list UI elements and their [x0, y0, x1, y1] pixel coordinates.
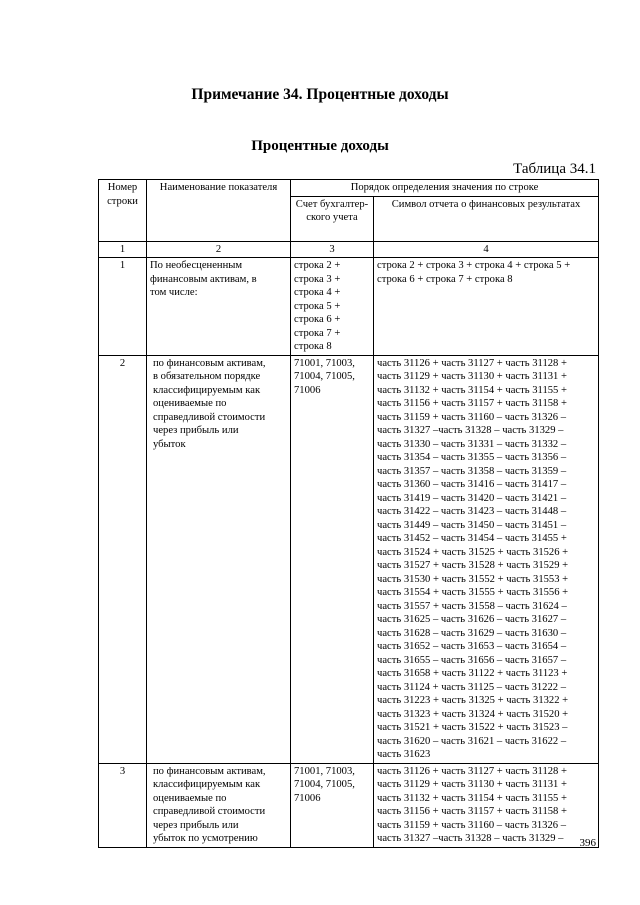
- cell-line: часть 31422 – часть 31423 – часть 31448 –: [377, 506, 567, 517]
- cell-line: часть 31652 – часть 31653 – часть 31654 –: [377, 641, 567, 652]
- cell-line: часть 31623: [377, 749, 431, 760]
- account-cell: [291, 763, 374, 847]
- cell-line: через прибыль или: [153, 819, 239, 831]
- header-indicator-name: Наименование показателя: [147, 180, 291, 242]
- page-title: Примечание 34. Процентные доходы: [191, 86, 449, 103]
- row-number: 1: [99, 258, 147, 356]
- cell-line: 71001, 71003,: [294, 765, 355, 777]
- report-symbol-cell: [374, 355, 599, 763]
- cell-line: по финансовым активам,: [153, 357, 266, 369]
- cell-line: часть 31132 + часть 31154 + часть 31155 +: [377, 384, 567, 396]
- cell-line: по финансовым активам,: [153, 765, 266, 777]
- cell-line: часть 31655 – часть 31656 – часть 31657 –: [377, 654, 567, 666]
- cell-line: часть 31554 + часть 31555 + часть 31556 +: [377, 587, 569, 598]
- account-cell: [291, 258, 374, 356]
- cell-line: часть 31452 – часть 31454 – часть 31455 +: [377, 533, 567, 544]
- cell-line: строка 5 +: [294, 300, 341, 312]
- cell-line: часть 31449 – часть 31450 – часть 31451 –: [377, 519, 567, 531]
- cell-line: По необесцененным: [150, 260, 243, 271]
- cell-line: часть 31156 + часть 31157 + часть 31158 +: [377, 398, 567, 409]
- cell-line: справедливой стоимости: [153, 411, 266, 423]
- header-account: Счет бухгалтер-ского учета: [291, 196, 374, 241]
- cell-line: строка 3 +: [294, 273, 341, 285]
- cell-line: строка 8: [294, 341, 332, 352]
- indicator-name: [147, 763, 291, 847]
- report-symbol-cell: [374, 763, 599, 847]
- cell-line: в обязательном порядке: [153, 371, 261, 382]
- cell-line: часть 31126 + часть 31127 + часть 31128 +: [377, 765, 567, 777]
- cell-line: финансовым активам, в: [150, 273, 257, 285]
- cell-line: строка 2 +: [294, 260, 341, 271]
- cell-line: часть 31327 –часть 31328 – часть 31329 –: [377, 833, 564, 844]
- cell-line: часть 31323 + часть 31324 + часть 31520 +: [377, 708, 569, 720]
- cell-line: убыток по усмотрению: [153, 833, 258, 844]
- cell-line: часть 31419 – часть 31420 – часть 31421 –: [377, 492, 567, 504]
- cell-line: справедливой стоимости: [153, 806, 266, 817]
- cell-line: часть 31357 – часть 31358 – часть 31359 –: [377, 465, 567, 477]
- cell-line: строка 4 +: [294, 287, 341, 298]
- cell-line: часть 31521 + часть 31522 + часть 31523 –: [377, 722, 568, 733]
- cell-line: 71004, 71005,: [294, 779, 355, 790]
- table-row: [99, 355, 599, 763]
- cell-line: часть 31524 + часть 31525 + часть 31526 +: [377, 546, 569, 558]
- indicator-name: [147, 258, 291, 356]
- cell-line: часть 31557 + часть 31558 – часть 31624 –: [377, 600, 567, 612]
- column-number-4: 4: [374, 241, 599, 258]
- header-definition-order: Порядок определения значения по строке: [291, 180, 599, 197]
- cell-line: часть 31159 + часть 31160 – часть 31326 –: [377, 819, 567, 831]
- page-number: 396: [579, 837, 596, 849]
- cell-line: часть 31124 + часть 31125 – часть 31222 –: [377, 681, 567, 693]
- cell-line: часть 31658 + часть 31122 + часть 31123 +: [377, 668, 568, 679]
- column-number-2: 2: [147, 241, 291, 258]
- cell-line: строка 2 + строка 3 + строка 4 + строка 5 +: [377, 260, 571, 271]
- cell-line: оцениваемые по: [153, 398, 227, 409]
- cell-line: часть 31530 + часть 31552 + часть 31553 +: [377, 573, 569, 585]
- cell-line: часть 31330 – часть 31331 – часть 31332 –: [377, 438, 567, 450]
- column-number-3: 3: [291, 241, 374, 258]
- column-number-row: [99, 241, 599, 258]
- cell-line: часть 31223 + часть 31325 + часть 31322 +: [377, 695, 569, 706]
- table-title: Процентные доходы: [251, 138, 389, 154]
- cell-line: часть 31625 – часть 31626 – часть 31627 –: [377, 614, 567, 625]
- header-report-symbol: Символ отчета о финансовых результатах: [374, 196, 599, 241]
- account-cell: [291, 355, 374, 763]
- table-row: [99, 763, 599, 847]
- cell-line: строка 6 +: [294, 314, 341, 325]
- cell-line: строка 6 + строка 7 + строка 8: [377, 273, 513, 285]
- row-number: 3: [99, 763, 147, 847]
- row-number: 2: [99, 355, 147, 763]
- cell-line: часть 31129 + часть 31130 + часть 31131 +: [377, 371, 567, 382]
- cell-line: часть 31156 + часть 31157 + часть 31158 +: [377, 806, 567, 817]
- cell-line: через прибыль или: [153, 425, 239, 436]
- table-row: [99, 258, 599, 356]
- table-number: Таблица 34.1: [513, 161, 596, 177]
- cell-line: часть 31132 + часть 31154 + часть 31155 +: [377, 792, 567, 804]
- cell-line: 71004, 71005,: [294, 371, 355, 382]
- header-row-1: [99, 180, 599, 197]
- cell-line: 71006: [294, 384, 321, 396]
- cell-line: часть 31327 –часть 31328 – часть 31329 –: [377, 425, 564, 436]
- column-number-1: 1: [99, 241, 147, 258]
- indicator-name: [147, 355, 291, 763]
- cell-line: классифицируемым как: [153, 384, 261, 396]
- cell-line: строка 7 +: [294, 327, 341, 339]
- report-symbol-cell: [374, 258, 599, 356]
- cell-line: часть 31129 + часть 31130 + часть 31131 +: [377, 779, 567, 790]
- cell-line: часть 31527 + часть 31528 + часть 31529 +: [377, 560, 569, 571]
- interest-income-table: [98, 179, 599, 848]
- cell-line: часть 31620 – часть 31621 – часть 31622 –: [377, 735, 567, 747]
- cell-line: 71001, 71003,: [294, 357, 355, 369]
- cell-line: убыток: [153, 438, 186, 450]
- cell-line: оцениваемые по: [153, 792, 227, 804]
- cell-line: классифицируемым как: [153, 779, 261, 790]
- cell-line: часть 31628 – часть 31629 – часть 31630 –: [377, 627, 567, 639]
- cell-line: часть 31360 – часть 31416 – часть 31417 –: [377, 479, 567, 490]
- cell-line: часть 31354 – часть 31355 – часть 31356 –: [377, 452, 567, 463]
- cell-line: часть 31126 + часть 31127 + часть 31128 +: [377, 357, 567, 369]
- header-row-number: Номер строки: [99, 180, 147, 242]
- cell-line: часть 31159 + часть 31160 – часть 31326 –: [377, 411, 567, 423]
- cell-line: том числе:: [150, 287, 198, 298]
- cell-line: 71006: [294, 792, 321, 804]
